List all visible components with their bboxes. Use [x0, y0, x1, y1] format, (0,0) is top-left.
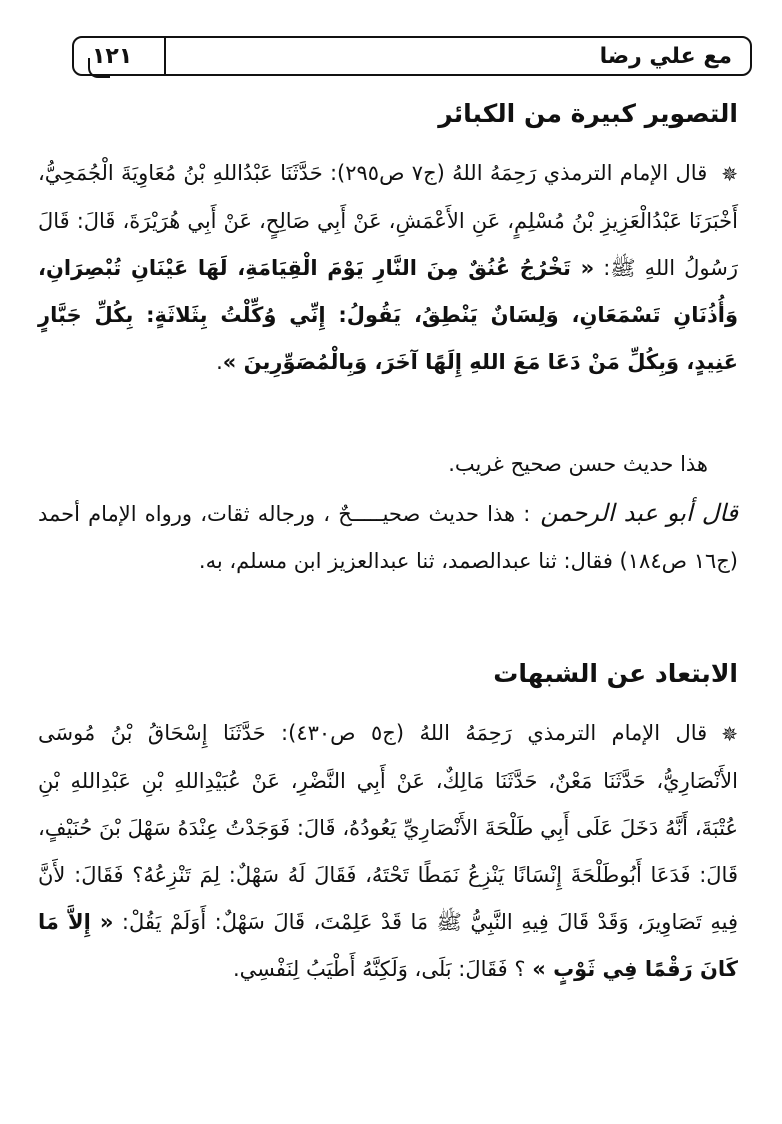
hadith-1-quote: « تَخْرُجُ عُنُقٌ مِنَ النَّارِ يَوْمَ الْقِيَامَةِ، لَهَا عَيْنَانِ تُبْصِرَانِ، وَأُذُنَانِ تَسْمَعَانِ، وَلِسَانٌ يَنْطِقُ، يَقُولُ: إِنِّي وُكِّلْتُ بِثَلاثَةٍ: بِكُلِّ جَبَّارٍ عَنِيدٍ، وَبِكُلِّ مَنْ دَعَا مَعَ اللهِ إِلَهًا آخَرَ، وَبِالْمُصَوِّرِينَ »: [38, 255, 738, 374]
author-comment-text: : هذا حديث صحيـــــحٌ ، ورجاله ثقات، ورواه الإمام أحمد (ج١٦ ص١٨٤) فقال: ثنا عبدالصمد، ثنا عبدالعزيز ابن مسلم، به.: [38, 502, 738, 573]
section-heading-1: التصوير كبيرة من الكبائر: [438, 99, 738, 128]
hadith-paragraph-2: [38, 710, 738, 993]
star-ornament-icon: ✵: [721, 721, 738, 746]
hadith-1-isnad: قال الإمام الترمذي رَحِمَهُ اللهُ (ج٧ ص٢٩٥): حَدَّثَنَا عَبْدُاللهِ بْنُ مُعَاوِيَةَ الْجُمَحِيُّ، أَخْبَرَنَا عَبْدُالْعَزِيزِ بْنُ مُسْلِمٍ، عَنِ الأَعْمَشِ، عَنْ أَبِي صَالِحٍ، عَنْ أَبِي هُرَيْرَةَ، قَالَ: قَالَ رَسُولُ اللهِ ﷺ:: [38, 161, 738, 280]
running-title: مع علي رضا: [599, 44, 732, 69]
page-number: ١٢١: [92, 44, 133, 69]
star-ornament-icon: ✵: [721, 161, 738, 186]
author-signature: قال أبو عبد الرحمن: [540, 499, 739, 527]
header-divider: [164, 38, 166, 74]
hadith-2-quote: « إِلاَّ مَا كَانَ رَقْمًا فِي ثَوْبٍ »: [38, 909, 738, 981]
author-comment: [38, 490, 738, 585]
hadith-grade: هذا حديث حسن صحيح غريب.: [448, 452, 708, 476]
hadith-2-body: قال الإمام الترمذي رَحِمَهُ اللهُ (ج٥ ص٤٣٠): حَدَّثَنَا إِسْحَاقُ بْنُ مُوسَى الأَنْصَارِيُّ، حَدَّثَنَا مَعْنٌ، حَدَّثَنَا مَالِكٌ، عَنْ أَبِي النَّضْرِ، عَنْ عُبَيْدِاللهِ بْنِ عَبْدِاللهِ بْنِ عُتْبَةَ، أَنَّهُ دَخَلَ عَلَى أَبِي طَلْحَةَ الأَنْصَارِيِّ يَعُودُهُ، قَالَ: فَوَجَدْتُ عِنْدَهُ سَهْلَ بْنَ حُنَيْفٍ، قَالَ: فَدَعَا أَبُوطَلْحَةَ إِنْسَانًا يَنْزِعُ نَمَطًا تَحْتَهُ، فَقَالَ لَهُ سَهْلٌ: لِمَ تَنْزِعُهُ؟ فَقَالَ: لأَنَّ فِيهِ تَصَاوِيرَ، وَقَدْ قَالَ فِيهِ النَّبِيُّ ﷺ مَا قَدْ عَلِمْتَ، قَالَ سَهْلٌ: أَوَلَمْ يَقُلْ:: [38, 721, 738, 934]
hadith-2-ending: ؟ فَقَالَ: بَلَى، وَلَكِنَّهُ أَطْيَبُ لِنَفْسِي.: [233, 956, 526, 981]
page-header: [72, 36, 752, 76]
section-heading-2: الابتعاد عن الشبهات: [493, 659, 738, 688]
hadith-1-quote-end: .: [216, 349, 223, 374]
hadith-paragraph-1: [38, 150, 738, 386]
header-curl-ornament: [88, 58, 110, 78]
